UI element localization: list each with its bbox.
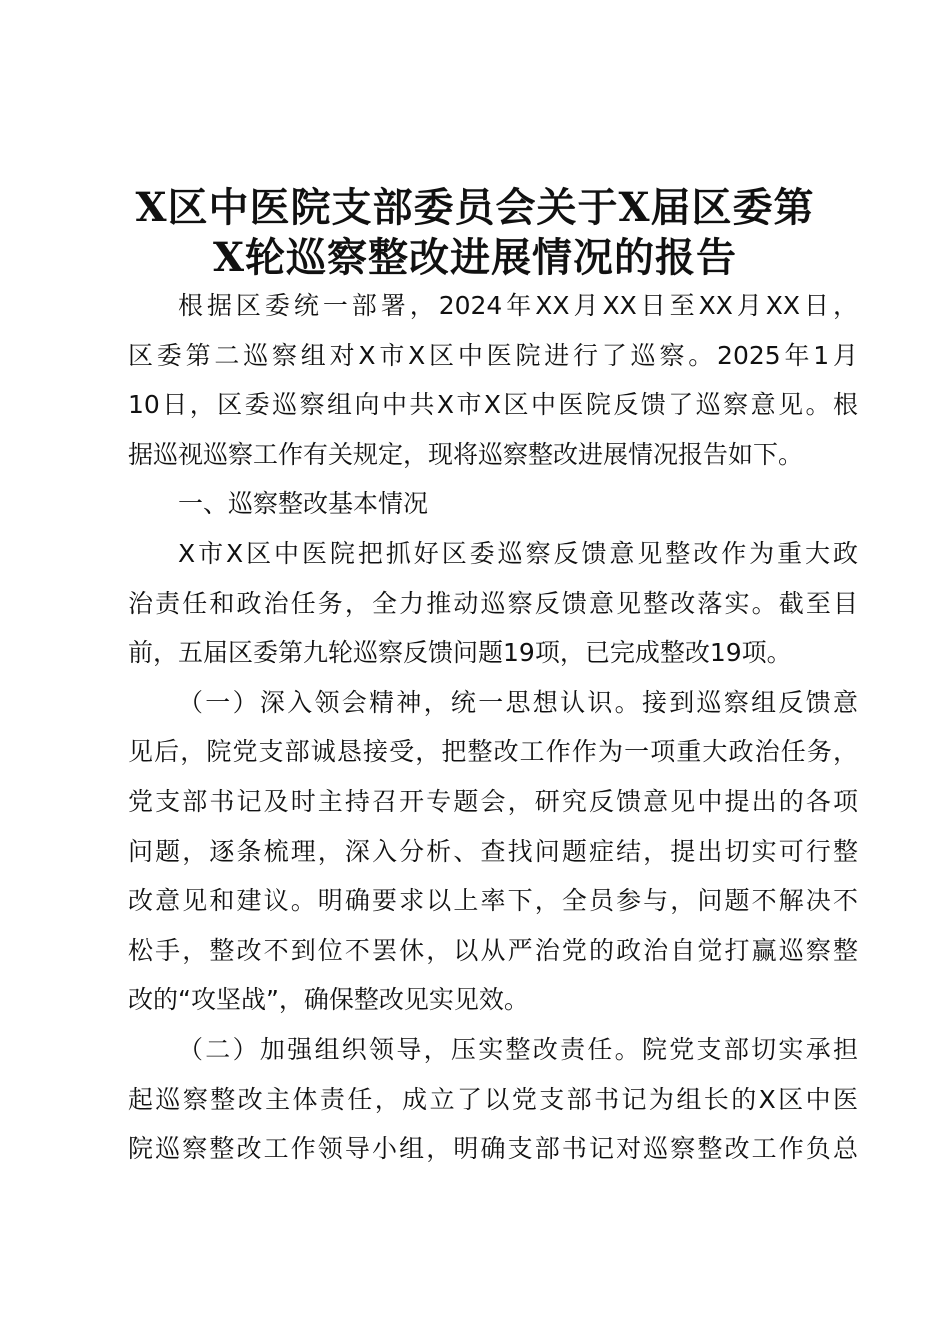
report-body <box>128 281 858 1174</box>
paragraph-line: 前，五届区委第九轮巡察反馈问题19项，已完成整改19项。 <box>128 638 792 668</box>
paragraph-line: 松手，整改不到位不罢休，以从严治党的政治自觉打赢巡察整 <box>128 935 858 965</box>
report-title-line-1: X区中医院支部委员会关于X届区委第 <box>135 184 815 231</box>
paragraph-line: 治责任和政治任务，全力推动巡察反馈意见整改落实。截至目 <box>128 588 858 618</box>
paragraph-line: 党支部书记及时主持召开专题会，研究反馈意见中提出的各项 <box>128 786 858 816</box>
paragraph-line: （二）加强组织领导，压实整改责任。院党支部切实承担 <box>178 1034 858 1064</box>
paragraph-line: X市X区中医院把抓好区委巡察反馈意见整改作为重大政 <box>178 538 858 568</box>
paragraph-line: （一）深入领会精神，统一思想认识。接到巡察组反馈意 <box>178 687 858 717</box>
paragraph-line: 起巡察整改主体责任，成立了以党支部书记为组长的X区中医 <box>128 1084 858 1114</box>
paragraph-line: 问题，逐条梳理，深入分析、查找问题症结，提出切实可行整 <box>128 836 858 866</box>
paragraph-line: 据巡视巡察工作有关规定，现将巡察整改进展情况报告如下。 <box>128 439 804 469</box>
paragraph-line: 见后，院党支部诚恳接受，把整改工作作为一项重大政治任务， <box>128 737 858 767</box>
paragraph-line: 10日，区委巡察组向中共X市X区中医院反馈了巡察意见。根 <box>128 390 858 420</box>
section-heading: 一、巡察整改基本情况 <box>178 489 429 519</box>
paragraph-line: 区委第二巡察组对X市X区中医院进行了巡察。2025年1月 <box>128 340 858 370</box>
paragraph-line: 改的“攻坚战”，确保整改见实见效。 <box>128 985 529 1015</box>
report-title-line-2: X轮巡察整改进展情况的报告 <box>212 234 738 281</box>
paragraph-line: 改意见和建议。明确要求以上率下，全员参与，问题不解决不 <box>128 886 858 916</box>
paragraph-line: 院巡察整改工作领导小组，明确支部书记对巡察整改工作负总 <box>128 1134 858 1164</box>
paragraph-line: 根据区委统一部署，2024年XX月XX日至XX月XX日， <box>178 291 858 320</box>
